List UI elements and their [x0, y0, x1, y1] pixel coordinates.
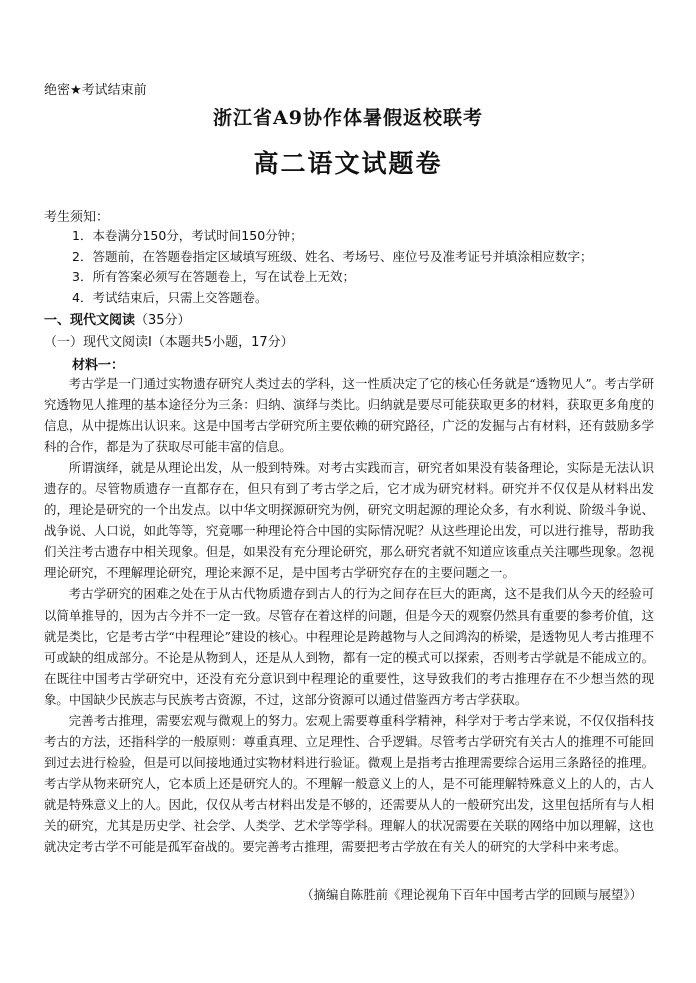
notice-item: 4．考试结束后，只需上交答题卷。: [72, 289, 268, 305]
section-title: 一、现代文阅读: [44, 313, 136, 328]
notice-list: [72, 226, 592, 308]
section-heading: [44, 309, 191, 328]
reading-passage: [44, 373, 654, 857]
exam-title: 浙江省A9协作体暑假返校联考: [213, 107, 483, 129]
passage-paragraph: 完善考古推理，需要宏观与微观上的努力。宏观上需要尊重科学精神，科学对于考古学来说，不仅仅指科技考古的方法，还指科学的一般原则：尊重真理、立足理性、合乎逻辑。尽管考古学研究有关古人的推理不可能回到过去进行检验，但是可以间接地通过实物材料进行验证。微观上是指考古推理需要综合运用三条路径的推理。考古学从物来研究人，它本质上还是研究人的。不理解一般意义上的人，是不可能理解特殊意义上的人的，古人就是特殊意义上的人。因此，仅仅从考古材料出发是不够的，还需要从人的一般研究出发，这里包括所有与人相关的研究，尤其是历史学、社会学、人类学、艺术学等学科。理解人的状况需要在关联的网络中加以理解，这也就决定考古学不可能是孤军奋战的。要完善考古推理，需要把考古学放在有关人的研究的大学科中来考虑。: [44, 712, 654, 855]
subsection-heading: （一）现代文阅读Ⅰ（本题共5小题，17分）: [44, 335, 294, 350]
section-points: （35分）: [135, 313, 191, 328]
passage-source: （摘编自陈胜前《理论视角下百年中国考古学的回顾与展望》）: [301, 887, 642, 902]
notice-heading: 考生须知：: [44, 210, 110, 225]
passage-paragraph: 考古学研究的困难之处在于从古代物质遗存到古人的行为之间存在巨大的距离，这不是我们从今天的经验可以简单推导的，因为古今并不一定一致。尽管存在着这样的问题，但是今天的观察仍然具有重要的参考价值，这就是类比，它是考古学“中程理论”建设的核心。中程理论是跨越物与人之间鸿沟的桥梁，是透物见人考古推理不可或缺的组成部分。不论是从物到人，还是从人到物，都有一定的模式可以探索，否则考古学就是不能成立的。在既往中国考古学研究中，还没有充分意识到中程理论的重要性，这导致我们的考古推理存在不少想当然的现象。中国缺少民族志与民族考古资源，不过，这部分资源可以通过借鉴西方考古学获取。: [44, 586, 654, 707]
material-label: 材料一：: [72, 358, 125, 373]
exam-subtitle: 高二语文试题卷: [253, 149, 443, 178]
passage-paragraph: 考古学是一门通过实物遗存研究人类过去的学科，这一性质决定了它的核心任务就是“透物见人”。考古学研究透物见人推理的基本途径分为三条：归纳、演绎与类比。归纳就是要尽可能获取更多的材料，获取更多角度的信息，从中提炼出认识来。这是中国考古学研究所主要依赖的研究路径，广泛的发掘与占有材料，还有鼓励多学科的合作，都是为了获取尽可能丰富的信息。: [44, 376, 654, 455]
notice-item: 3．所有答案必须写在答题卷上，写在试卷上无效；: [72, 269, 355, 284]
passage-paragraph: 所谓演绎，就是从理论出发，从一般到特殊。对考古实践而言，研究者如果没有装备理论，实际是无法认识遗存的。尽管物质遗存一直都存在，但只有到了考古学之后，它才成为研究材料。研究并不仅仅是从材料出发的，理论是研究的一个出发点。以中华文明探源研究为例，研究文明起源的理论众多，有水利说、阶级斗争说、战争说、人口说，如此等等，究竟哪一种理论符合中国的实际情况呢？从这些理论出发，可以进行推导，帮助我们关注考古遗存中相关现象。但是，如果没有充分理论研究，那么研究者就不知道应该重点关注哪些现象。忽视理论研究，不理解理论研究，理论来源不足，是中国考古学研究存在的主要问题之一。: [44, 460, 654, 581]
confidential-mark: 绝密★考试结束前: [44, 83, 147, 98]
notice-item: 2．答题前，在答题卷指定区域填写班级、姓名、考场号、座位号及准考证号并填涂相应数字；: [72, 248, 593, 264]
notice-item: 1．本卷满分150分，考试时间150分钟；: [72, 228, 303, 243]
